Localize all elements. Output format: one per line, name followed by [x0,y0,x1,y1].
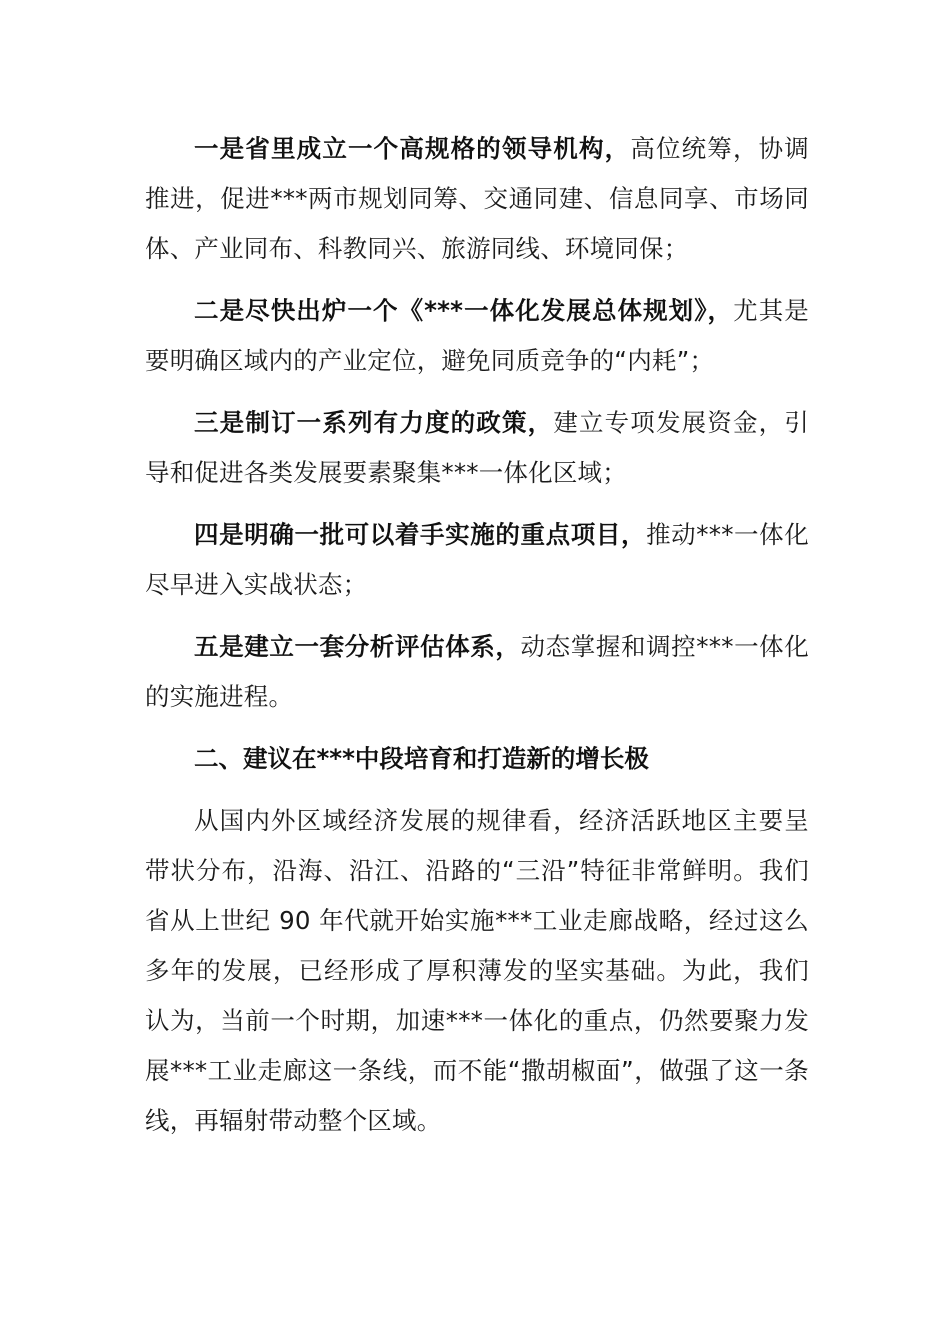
paragraph-2-body: 尤其是要明确区域内的产业定位，避免同质竞争的“内耗”； [145,296,809,375]
paragraph-2 [145,286,809,386]
paragraph-3-body: 建立专项发展资金，引导和促进各类发展要素聚集***一体化区域； [145,408,809,487]
paragraph-4-lead: 四是明确一批可以着手实施的重点项目， [194,520,647,549]
paragraph-5 [145,622,809,722]
paragraph-3-lead: 三是制订一系列有力度的政策， [194,408,554,437]
paragraph-1-body: 高位统筹，协调推进，促进***两市规划同筹、交通同建、信息同享、市场同体、产业同布、科教同兴、旅游同线、环境同保； [145,134,809,263]
paragraph-5-body: 动态掌握和调控***一体化的实施进程。 [145,632,809,711]
paragraph-4-body: 推动***一体化尽早进入实战状态； [145,520,809,599]
paragraph-2-lead: 二是尽快出炉一个《***一体化发展总体规划》， [194,296,734,325]
paragraph-1 [145,124,809,274]
paragraph-4 [145,510,809,610]
section-body: 从国内外区域经济发展的规律看，经济活跃地区主要呈带状分布，沿海、沿江、沿路的“三沿”特征非常鲜明。我们省从上世纪 90 年代就开始实施***工业走廊战略，经过这么多年的发展，已经形成了厚积薄发的坚实基础。为此，我们认为，当前一个时期，加速***一体化的重点，仍然要聚力发展***工业走廊这一条线，而不能“撒胡椒面”，做强了这一条线，再辐射带动整个区域。 [145,806,809,1135]
document-page [145,124,809,1158]
paragraph-3 [145,398,809,498]
section-heading: 二、建议在***中段培育和打造新的增长极 [194,744,649,773]
paragraph-5-lead: 五是建立一套分析评估体系， [194,632,521,661]
paragraph-1-lead: 一是省里成立一个高规格的领导机构， [194,134,631,163]
